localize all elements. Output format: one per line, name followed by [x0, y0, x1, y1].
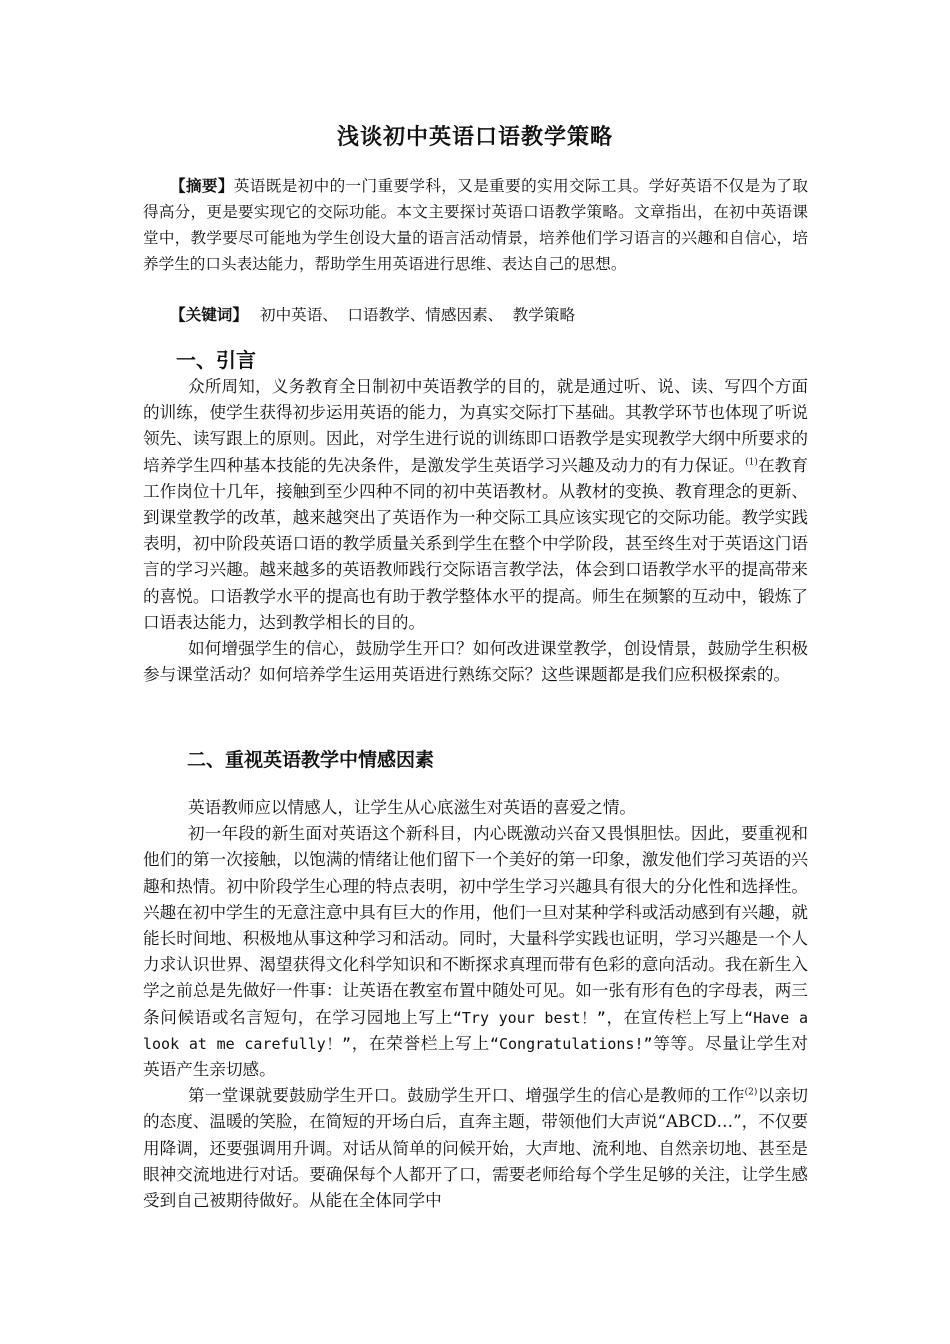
paragraph-text: 众所周知，义务教育全日制初中英语教学的目的，就是通过听、说、读、写四个方面的训练，使学生获得初步运用英语的能力，为真实交际打下基础。其教学环节也体现了听说领先、读写跟上的原则。因此，对学生进行说的训练即口语教学是实现教学大纲中所要求的培养学生四种基本技能的先决条件，是激发学生英语学习兴趣及动力的有力保证。 [143, 377, 808, 475]
page-title: 浅谈初中英语口语教学策略 [336, 125, 613, 150]
paragraph-text: 在教育工作岗位十几年，接触到至少四种不同的初中英语教材。从教材的变换、教育理念的更新、到课堂教学的改革，越来越突出了英语作为一种交际工具应该实现它的交际功能。教学实践表明，初中阶段英语口语的教学质量关系到学生在整个中学阶段，甚至终生对于英语这门语言的学习兴趣。越来越多的英语教师践行交际语言教学法，体会到口语教学水平的提高带来的喜悦。口语教学水平的提高也有助于教学整体水平的提高。师生在频繁的互动中，锻炼了口语表达能力，达到教学相长的目的。 [143, 455, 809, 632]
keywords-text: 初中英语、 口语教学、情感因素、 教学策略 [259, 306, 576, 324]
keywords [170, 302, 575, 328]
paragraph-text: 以亲切的态度、温暖的笑脸，在简短的开场白后，直奔主题，带领他们大声说“ABCD…”，不仅要用降调，还要强调用升调。对话从简单的问候开始，大声地、流利地、自然亲切地、甚至是眼神交流地进行对话。要确保每个人都开了口，需要老师给每个学生足够的关注，让学生感受到自己被期待做好。从能在全体同学中 [143, 1086, 809, 1211]
paragraph-text: ，在宣传栏上写上 [605, 1007, 745, 1027]
paragraph-text: 第一堂课就要鼓励学生开口。鼓励学生开口、增强学生的信心是教师的工作 [188, 1086, 745, 1106]
paragraph [143, 1083, 808, 1214]
section-emotion-body [143, 795, 808, 1214]
paragraph-text: 如何增强学生的信心，鼓励学生开口？如何改进课堂教学，创设情景，鼓励学生积极参与课堂活动？如何培养学生运用英语进行熟练交际？这些课题都是我们应积极探索的。 [143, 639, 808, 685]
english-quote: “Try your best！” [452, 1008, 606, 1027]
section-intro-body [143, 374, 808, 688]
section-heading-emotion: 二、重视英语教学中情感因素 [187, 749, 435, 771]
paragraph-text: 等等。尽量让学生对英语产生亲切感。 [143, 1033, 808, 1080]
paragraph [143, 636, 808, 688]
paragraph [143, 374, 808, 636]
abstract-text: 英语既是初中的一门重要学科，又是重要的实用交际工具。学好英语不仅是为了取得高分，更是要实现它的交际功能。本文主要探讨英语口语教学策略。文章指出，在初中英语课堂中，教学要尽可能地为学生创设大量的语言活动情景，培养他们学习语言的兴趣和自信心，培养学生的口头表达能力，帮助学生用英语进行思维、表达自己的思想。 [143, 177, 808, 273]
abstract [143, 173, 808, 277]
abstract-label: 【摘要】 [170, 177, 234, 195]
footnote-ref: (1) [745, 457, 758, 468]
keywords-label: 【关键词】 [170, 306, 248, 324]
english-quote: “Congratulations!” [489, 1034, 653, 1053]
footnote-ref: (2) [744, 1087, 758, 1098]
paragraph [143, 821, 808, 1083]
english-quote: “Have a look at me carefully！” [143, 1008, 809, 1053]
paragraph [143, 795, 808, 821]
paragraph-text: 初一年段的新生面对英语这个新科目，内心既激动兴奋又畏惧胆怯。因此，要重视和他们的第一次接触，以饱满的情绪让他们留下一个美好的第一印象，激发他们学习英语的兴趣和热情。初中阶段学生心理的特点表明，初中学生学习兴趣具有很大的分化性和选择性。兴趣在初中学生的无意注意中具有巨大的作用，他们一旦对某种学科或活动感到有兴趣，就能长时间地、积极地从事这种学习和活动。同时，大量科学实践也证明，学习兴趣是一个人力求认识世界、渴望获得文化科学知识和不断探求真理而带有色彩的意向活动。我在新生入学之前总是先做好一件事：让英语在教室布置中随处可见。如一张有形有色的字母表，两三条问候语或名言短句，在学习园地上写上 [143, 824, 808, 1027]
paragraph-text: 英语教师应以情感人，让学生从心底滋生对英语的喜爱之情。 [188, 798, 637, 817]
section-heading-intro: 一、引言 [176, 348, 256, 372]
paragraph-text: ，在荣誉栏上写上 [351, 1033, 490, 1053]
